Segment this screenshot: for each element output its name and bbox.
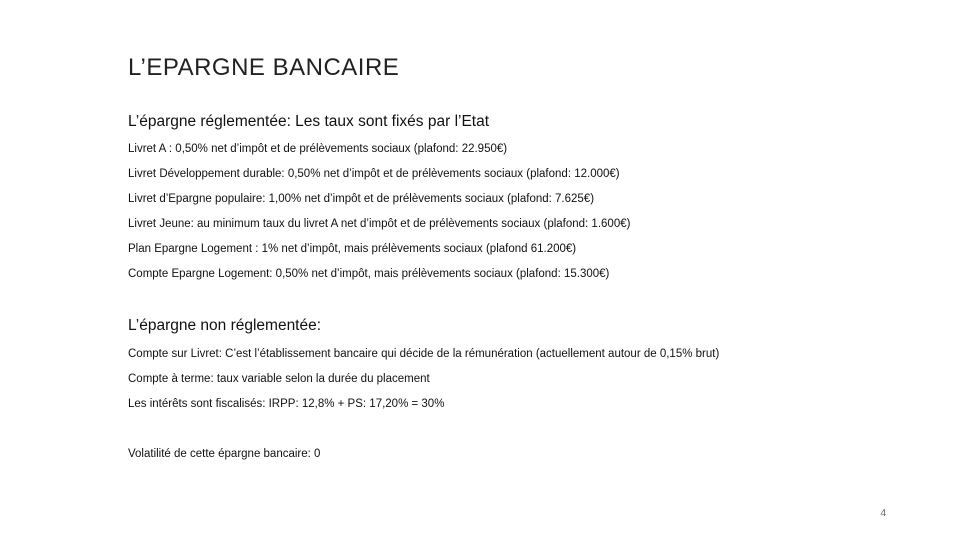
list-item-pel: Plan Epargne Logement : 1% net d’impôt, mais prélèvements sociaux (plafond 61.200€) xyxy=(128,243,577,255)
list-item-lep: Livret d’Epargne populaire: 1,00% net d’impôt et de prélèvements sociaux (plafond: 7.625€) xyxy=(128,193,595,205)
page-number: 4 xyxy=(880,508,886,519)
list-item-fiscalite: Les intérêts sont fiscalisés: IRPP: 12,8% + PS: 17,20% = 30% xyxy=(128,398,445,410)
list-item-compte-terme: Compte à terme: taux variable selon la durée du placement xyxy=(128,373,430,385)
list-item-ldd: Livret Développement durable: 0,50% net d’impôt et de prélèvements sociaux (plafond: 12.000€) xyxy=(128,168,620,180)
section-heading-unregulated: L’épargne non réglementée: xyxy=(128,317,322,334)
list-item-livret-jeune: Livret Jeune: au minimum taux du livret A net d’impôt et de prélèvements sociaux (plafond: 1.600€) xyxy=(128,218,631,230)
slide-title: L’EPARGNE BANCAIRE xyxy=(128,54,400,81)
volatility-note: Volatilité de cette épargne bancaire: 0 xyxy=(128,448,321,460)
list-item-compte-livret: Compte sur Livret: C’est l’établissement bancaire qui décide de la rémunération (actuellement autour de 0,15% brut) xyxy=(128,348,720,360)
section-heading-regulated: L’épargne réglementée: Les taux sont fixés par l’Etat xyxy=(128,113,490,130)
list-item-livret-a: Livret A : 0,50% net d’impôt et de prélèvements sociaux (plafond: 22.950€) xyxy=(128,143,508,155)
list-item-cel: Compte Epargne Logement: 0,50% net d’impôt, mais prélèvements sociaux (plafond: 15.300€) xyxy=(128,268,610,280)
